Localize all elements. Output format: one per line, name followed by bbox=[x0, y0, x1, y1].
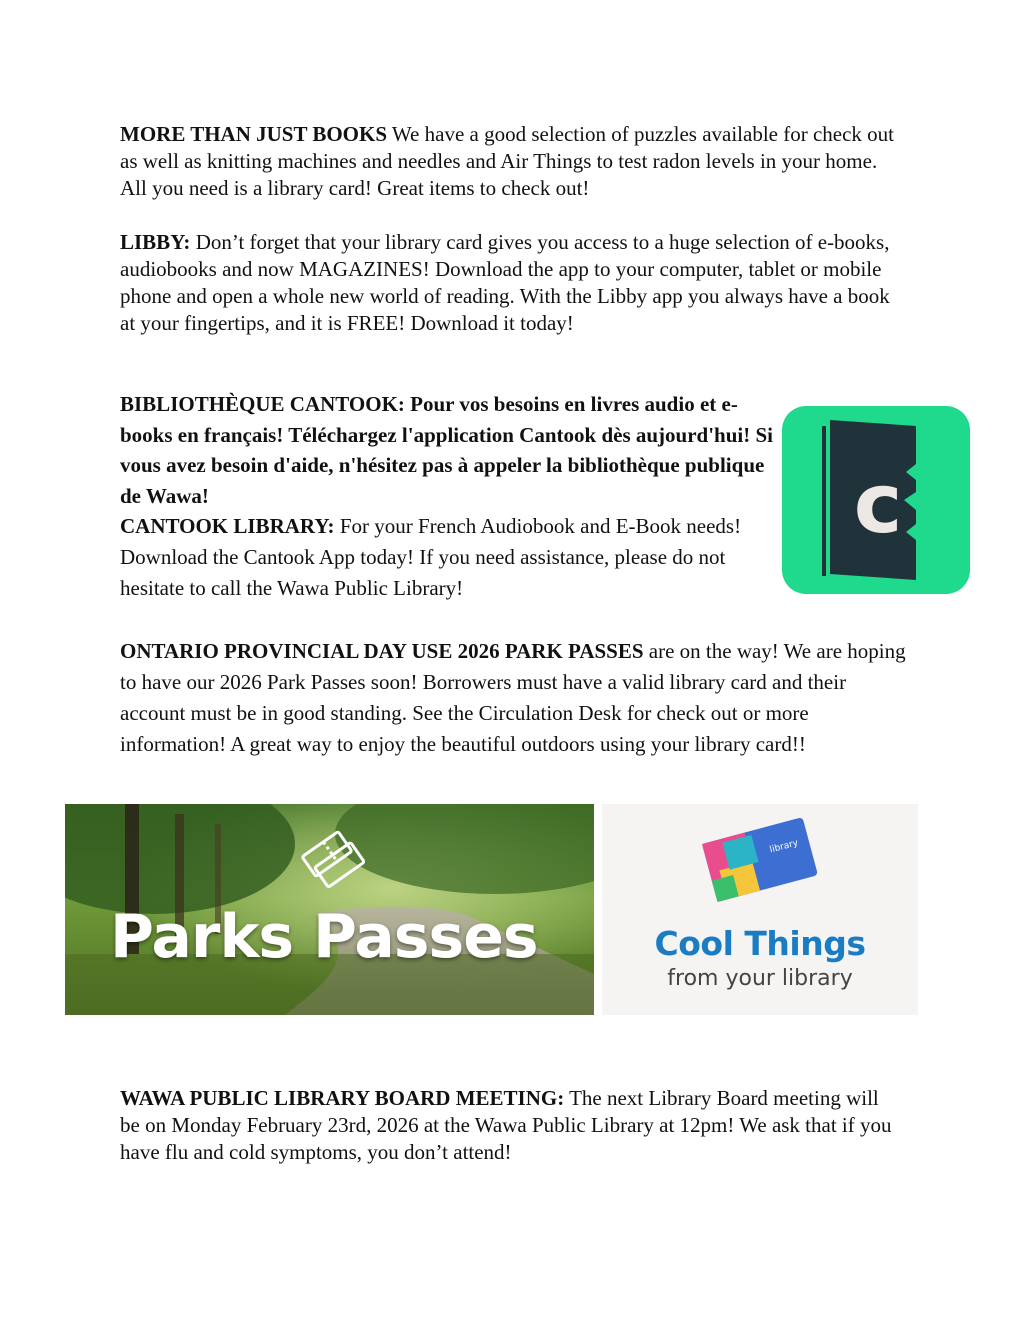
libby-paragraph bbox=[120, 229, 910, 337]
parks-passes-title: Parks Passes bbox=[110, 902, 538, 972]
cantook-library-heading: CANTOOK LIBRARY: bbox=[120, 514, 335, 538]
cantook-french-paragraph: BIBLIOTHÈQUE CANTOOK: Pour vos besoins en livres audio et e-books en français! Téléchargez l'application Cantook dès aujourd'hui! Si vous avez besoin d'aide, n'hésitez pas à appeler la bibliothèque publique de Wawa! bbox=[120, 392, 774, 508]
more-than-books-heading: MORE THAN JUST BOOKS bbox=[120, 122, 388, 146]
libby-heading: LIBBY: bbox=[120, 230, 191, 254]
library-card-text: library bbox=[768, 838, 800, 856]
park-passes-heading: ONTARIO PROVINCIAL DAY USE 2026 PARK PASSES bbox=[120, 639, 644, 663]
more-than-books-body: We have a good selection of puzzles available for check out as well as knitting machines and needles and Air Things to test radon levels in your home. All you need is a library card! Great items to check out! bbox=[120, 122, 895, 200]
park-passes-paragraph bbox=[120, 636, 910, 760]
cool-things-banner bbox=[602, 804, 918, 1015]
cool-things-subtitle: from your library bbox=[667, 966, 853, 991]
cool-things-title: Cool Things bbox=[654, 924, 866, 963]
cantook-logo-letter: c bbox=[853, 457, 903, 552]
cantook-app-icon bbox=[782, 406, 970, 594]
library-card-illustration bbox=[602, 804, 918, 924]
board-meeting-heading: WAWA PUBLIC LIBRARY BOARD MEETING: bbox=[120, 1086, 565, 1110]
more-than-books-paragraph bbox=[120, 121, 900, 202]
parks-passes-banner bbox=[65, 804, 594, 1015]
cantook-library-paragraph bbox=[120, 511, 780, 604]
libby-body: Don’t forget that your library card gives you access to a huge selection of e-books, audiobooks and now MAGAZINES! Download the app to your computer, tablet or mobile phone and open a whole new world of reading. With the Libby app you always have a book at your fingertips, and it is FREE! Download it today! bbox=[120, 230, 890, 335]
park-passes-body: are on the way! We are hoping to have our 2026 Park Passes soon! Borrowers must have a valid library card and their account must be in good standing. See the Circulation Desk for check out or more information! A great way to enjoy the beautiful outdoors using your library card!! bbox=[120, 639, 906, 756]
board-meeting-body: The next Library Board meeting will be on Monday February 23rd, 2026 at the Wawa Public Library at 12pm! We ask that if you have flu and cold symptoms, you don’t attend! bbox=[120, 1086, 892, 1164]
cantook-library-body: For your French Audiobook and E-Book needs! Download the Cantook App today! If you need assistance, please do not hesitate to call the Wawa Public Library! bbox=[120, 514, 742, 600]
board-meeting-paragraph bbox=[120, 1085, 900, 1166]
